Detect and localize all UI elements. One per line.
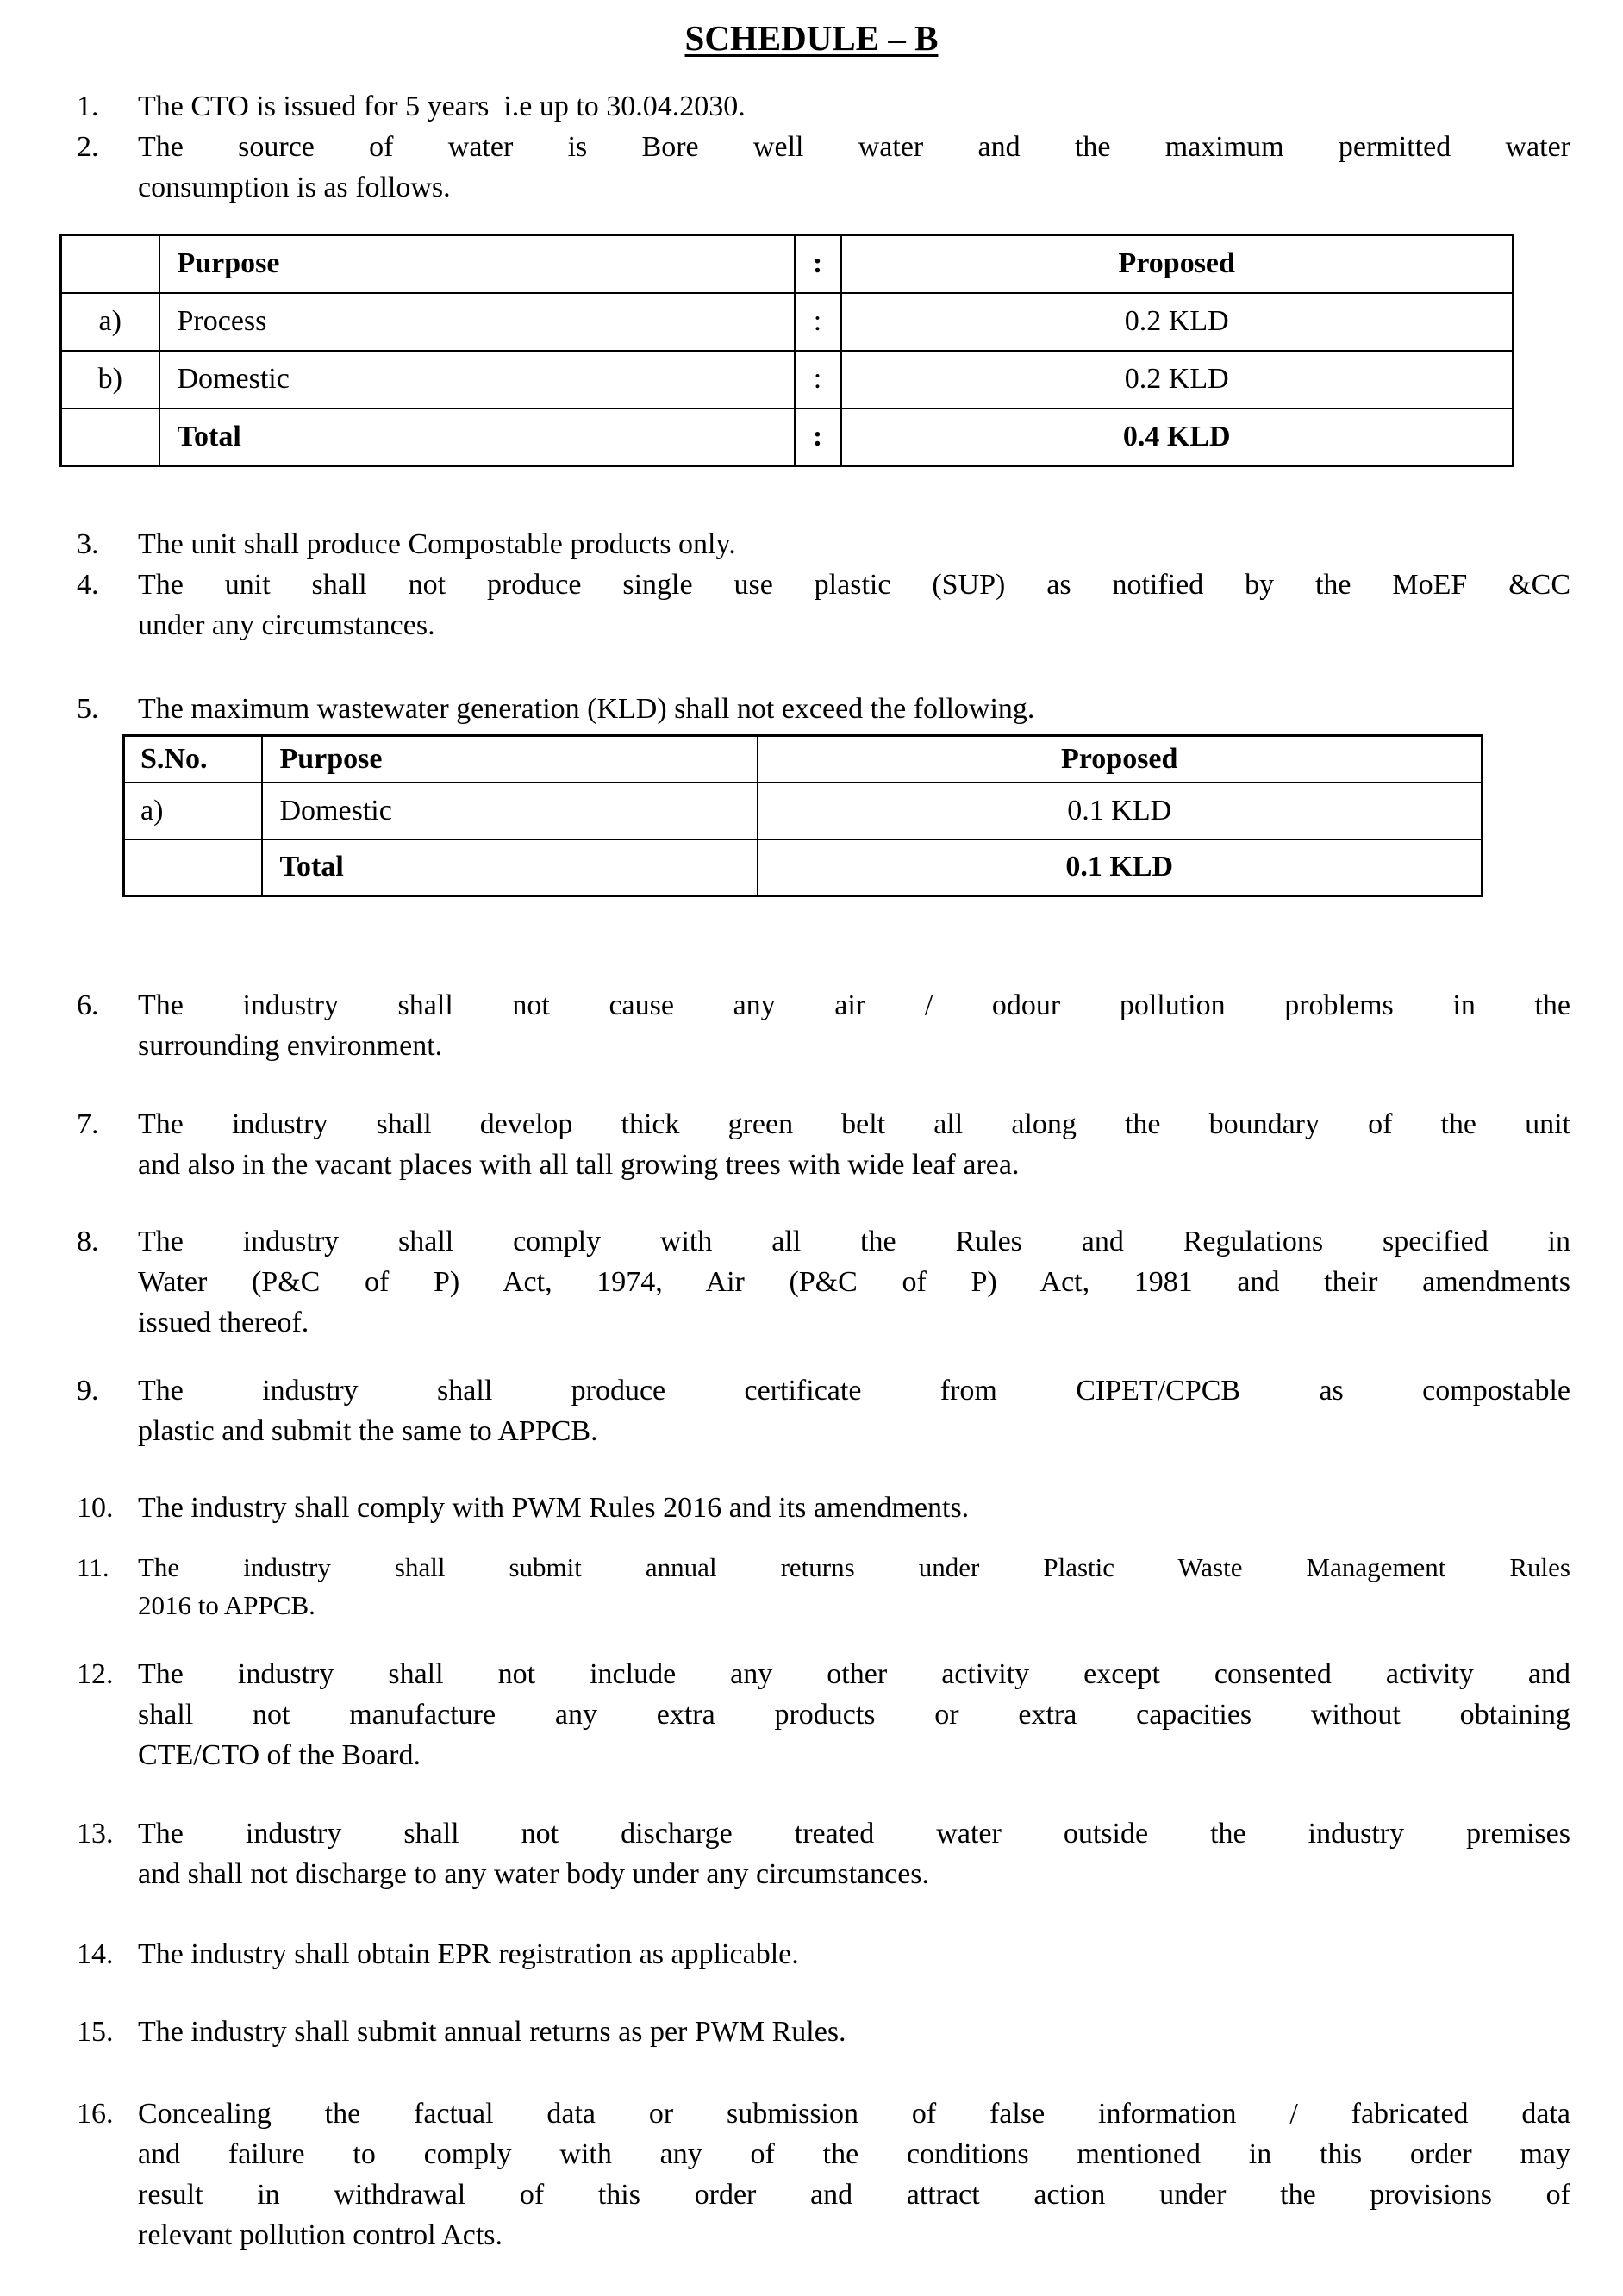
purpose-cell: Total (262, 839, 758, 896)
list-item-4 (77, 565, 1570, 646)
table-header-row (61, 235, 1514, 293)
item-text (138, 565, 1570, 646)
list-item-1 (77, 86, 1570, 127)
item-number: 6. (77, 989, 99, 1021)
item-text (138, 1221, 1570, 1343)
text-line: The industry shall submit annual returns as per PWM Rules. (138, 2016, 846, 2048)
text-line: and also in the vacant places with all tall growing trees with wide leaf area. (138, 1149, 1020, 1181)
text-line: The industry shall produce certificate from CIPET/CPCB as compostable (138, 1375, 1570, 1407)
item-number: 3. (77, 528, 99, 560)
purpose-cell: Purpose (262, 736, 758, 783)
proposed-cell: 0.1 KLD (758, 783, 1483, 839)
item-text (138, 524, 1570, 565)
sno-cell (61, 235, 159, 293)
proposed-cell: Proposed (758, 736, 1483, 783)
list-item-3 (77, 524, 1570, 565)
item-number: 15. (77, 2016, 114, 2048)
item-number: 14. (77, 1938, 114, 1970)
item-number: 16. (77, 2098, 114, 2130)
table-row (124, 783, 1483, 839)
text-line: The industry shall obtain EPR registration as applicable. (138, 1938, 799, 1970)
page-title (0, 17, 1623, 59)
purpose-cell: Total (159, 409, 795, 466)
item-number: 7. (77, 1108, 99, 1140)
water-consumption-table (59, 234, 1514, 467)
item-number: 13. (77, 1818, 114, 1850)
page-title-text: SCHEDULE – B (684, 18, 939, 58)
item-text (138, 1549, 1570, 1625)
table-row (61, 293, 1514, 351)
list-item-9 (77, 1370, 1570, 1451)
text-line: The maximum wastewater generation (KLD) shall not exceed the following. (138, 693, 1035, 725)
text-line: The industry shall not cause any air / odour pollution problems in the (138, 989, 1570, 1021)
proposed-cell: 0.2 KLD (841, 293, 1514, 351)
list-item-15 (77, 2012, 1570, 2052)
proposed-cell: 0.1 KLD (758, 839, 1483, 896)
proposed-cell: 0.4 KLD (841, 409, 1514, 466)
item-number: 8. (77, 1226, 99, 1257)
colon-cell: : (795, 235, 841, 293)
text-line: and shall not discharge to any water body under any circumstances. (138, 1858, 930, 1890)
item-text (138, 86, 1570, 127)
item-text (138, 127, 1570, 208)
item-text (138, 1104, 1570, 1185)
list-item-13 (77, 1813, 1570, 1894)
table-row (61, 351, 1514, 409)
item-number: 10. (77, 1492, 114, 1524)
text-line: The source of water is Bore well water and the maximum permitted water (138, 131, 1570, 163)
text-line: surrounding environment. (138, 1030, 443, 1062)
purpose-cell: Domestic (262, 783, 758, 839)
proposed-cell: 0.2 KLD (841, 351, 1514, 409)
text-line: issued thereof. (138, 1307, 309, 1338)
item-number: 1. (77, 90, 99, 122)
item-number: 9. (77, 1375, 99, 1407)
sno-cell: S.No. (124, 736, 262, 783)
text-line: The unit shall produce Compostable products only. (138, 528, 736, 560)
table-total-row (61, 409, 1514, 466)
text-line: Concealing the factual data or submission of false information / fabricated data (138, 2098, 1570, 2130)
text-line: The industry shall submit annual returns under Plastic Waste Management Rules (138, 1552, 1570, 1582)
text-line: consumption is as follows. (138, 172, 451, 203)
proposed-cell: Proposed (841, 235, 1514, 293)
item-text (138, 2093, 1570, 2255)
text-line: and failure to comply with any of the conditions mentioned in this order may (138, 2138, 1570, 2170)
sno-cell (61, 409, 159, 466)
colon-cell: : (795, 293, 841, 351)
list-item-11 (77, 1549, 1570, 1625)
text-line: The industry shall not include any other activity except consented activity and (138, 1658, 1570, 1690)
item-number: 2. (77, 131, 99, 163)
colon-cell: : (795, 409, 841, 466)
list-item-5 (77, 689, 1570, 729)
text-line: 2016 to APPCB. (138, 1590, 315, 1620)
text-line: CTE/CTO of the Board. (138, 1739, 421, 1771)
text-line: The industry shall not discharge treated water outside the industry premises (138, 1818, 1570, 1850)
text-line: under any circumstances. (138, 609, 435, 641)
list-item-16 (77, 2093, 1570, 2255)
text-line: The industry shall comply with PWM Rules 2016 and its amendments. (138, 1492, 970, 1524)
table-total-row (124, 839, 1483, 896)
colon-cell: : (795, 351, 841, 409)
item-text (138, 2012, 1570, 2052)
item-number: 12. (77, 1658, 114, 1690)
purpose-cell: Domestic (159, 351, 795, 409)
text-line: plastic and submit the same to APPCB. (138, 1415, 598, 1447)
sno-cell (124, 839, 262, 896)
text-line: The industry shall comply with all the Rules and Regulations specified in (138, 1226, 1570, 1257)
list-item-6 (77, 985, 1570, 1066)
sno-cell: a) (124, 783, 262, 839)
item-text (138, 1370, 1570, 1451)
text-line: The industry shall develop thick green belt all along the boundary of the unit (138, 1108, 1570, 1140)
text-line: The CTO is issued for 5 years i.e up to 30.04.2030. (138, 90, 746, 122)
item-text (138, 1934, 1570, 1975)
sno-cell: a) (61, 293, 159, 351)
list-item-7 (77, 1104, 1570, 1185)
item-text (138, 689, 1570, 729)
list-item-12 (77, 1654, 1570, 1775)
list-item-14 (77, 1934, 1570, 1975)
list-item-10 (77, 1488, 1570, 1528)
item-text (138, 985, 1570, 1066)
text-line: result in withdrawal of this order and attract action under the provisions of (138, 2179, 1570, 2211)
item-number: 11. (77, 1552, 109, 1582)
item-text (138, 1813, 1570, 1894)
item-text (138, 1654, 1570, 1775)
purpose-cell: Process (159, 293, 795, 351)
sno-cell: b) (61, 351, 159, 409)
item-number: 5. (77, 693, 99, 725)
list-item-8 (77, 1221, 1570, 1343)
text-line: The unit shall not produce single use plastic (SUP) as notified by the MoEF &CC (138, 569, 1570, 601)
purpose-cell: Purpose (159, 235, 795, 293)
item-text (138, 1488, 1570, 1528)
table-header-row (124, 736, 1483, 783)
text-line: shall not manufacture any extra products or extra capacities without obtaining (138, 1699, 1570, 1731)
wastewater-table (122, 734, 1483, 897)
list-item-2 (77, 127, 1570, 208)
text-line: relevant pollution control Acts. (138, 2219, 503, 2251)
text-line: Water (P&C of P) Act, 1974, Air (P&C of P) Act, 1981 and their amendments (138, 1266, 1570, 1298)
item-number: 4. (77, 569, 99, 601)
